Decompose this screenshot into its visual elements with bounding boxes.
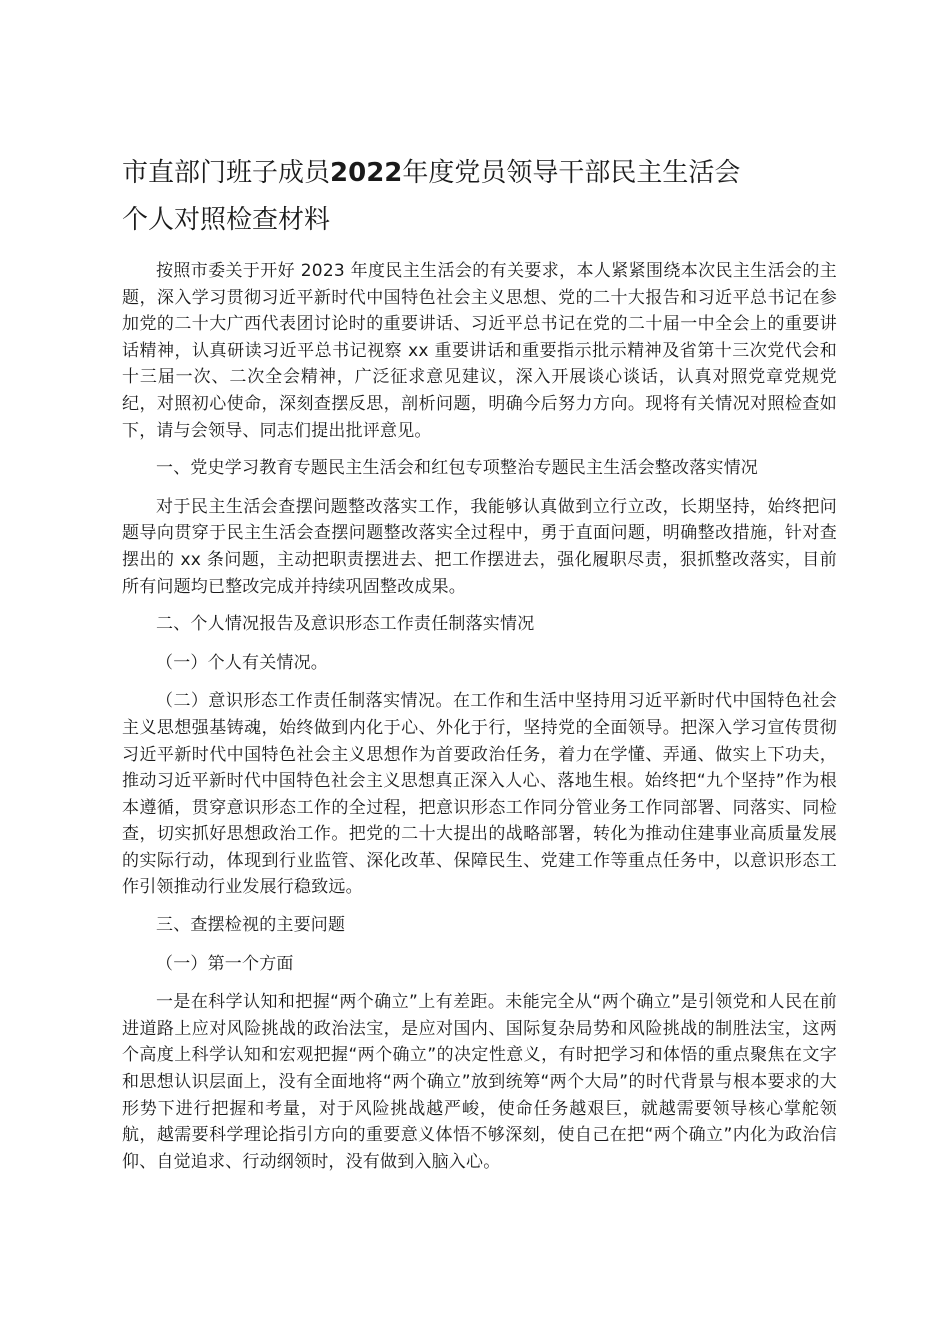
- title-suffix: 年度党员领导干部民主生活会: [402, 158, 741, 188]
- document-title: [122, 150, 842, 244]
- subsection-heading-3-1: （一）第一个方面: [156, 953, 294, 974]
- section-heading-3: 三、查摆检视的主要问题: [156, 915, 346, 936]
- title-line-2: 个人对照检查材料: [122, 205, 331, 235]
- section-3-1-paragraph: 一是在科学认知和把握“两个确立”上有差距。未能完全从“两个确立”是引领党和人民在前进道路上应对风险挑战的政治法宝，是应对国内、国际复杂局势和风险挑战的制胜法宝，这两个高度上科学认知和宏观把握“两个确立”的决定性意义，有时把学习和体悟的重点聚焦在文字和思想认识层面上，没有全面地将“两个确立”放到统筹“两个大局”的时代背景与根本要求的大形势下进行把握和考量，对于风险挑战越严峻，使命任务越艰巨，就越需要领导核心掌舵领航，越需要科学理论指引方向的重要意义体悟不够深刻，使自己在把“两个确立”内化为政治信仰、自觉追求、行动纲领时，没有做到入脑入心。: [122, 992, 837, 1172]
- title-line-1: [122, 150, 842, 197]
- title-prefix: 市直部门班子成员: [122, 158, 331, 188]
- section-heading-2: 二、个人情况报告及意识形态工作责任制落实情况: [156, 614, 535, 635]
- section-heading-1: 一、党史学习教育专题民主生活会和红包专项整治专题民主生活会整改落实情况: [156, 458, 758, 479]
- title-year: 2022: [330, 158, 403, 188]
- section-2-2-paragraph: （二）意识形态工作责任制落实情况。在工作和生活中坚持用习近平新时代中国特色社会主义思想强基铸魂，始终做到内化于心、外化于行，坚持党的全面领导。把深入学习宣传贯彻习近平新时代中国特色社会主义思想作为首要政治任务，着力在学懂、弄通、做实上下功夫，推动习近平新时代中国特色社会主义思想真正深入人心、落地生根。始终把“九个坚持”作为根本遵循，贯穿意识形态工作的全过程，把意识形态工作同分管业务工作同部署、同落实、同检查，切实抓好思想政治工作。把党的二十大提出的战略部署，转化为推动住建事业高质量发展的实际行动，体现到行业监管、深化改革、保障民生、党建工作等重点任务中，以意识形态工作引领推动行业发展行稳致远。: [122, 691, 837, 898]
- subsection-heading-2-1: （一）个人有关情况。: [156, 652, 328, 673]
- document-body: [122, 258, 837, 1186]
- intro-paragraph: 按照市委关于开好 2023 年度民主生活会的有关要求，本人紧紧围绕本次民主生活会的主题，深入学习贯彻习近平新时代中国特色社会主义思想、党的二十大报告和习近平总书记在参加党的二十大广西代表团讨论时的重要讲话、习近平总书记在党的二十届一中全会上的重要讲话精神，认真研读习近平总书记视察 xx 重要讲话和重要指示批示精神及省第十三次党代会和十三届一次、二次全会精神，广泛征求意见建议，深入开展谈心谈话，认真对照党章党规党纪，对照初心使命，深刻查摆反思，剖析问题，明确今后努力方向。现将有关情况对照检查如下，请与会领导、同志们提出批评意见。: [122, 261, 837, 441]
- section-1-paragraph: 对于民主生活会查摆问题整改落实工作，我能够认真做到立行立改，长期坚持，始终把问题导向贯穿于民主生活会查摆问题整改落实全过程中，勇于直面问题，明确整改措施，针对查摆出的 xx 条问题，主动把职责摆进去、把工作摆进去，强化履职尽责，狠抓整改落实，目前所有问题均已整改完成并持续巩固整改成果。: [122, 496, 837, 597]
